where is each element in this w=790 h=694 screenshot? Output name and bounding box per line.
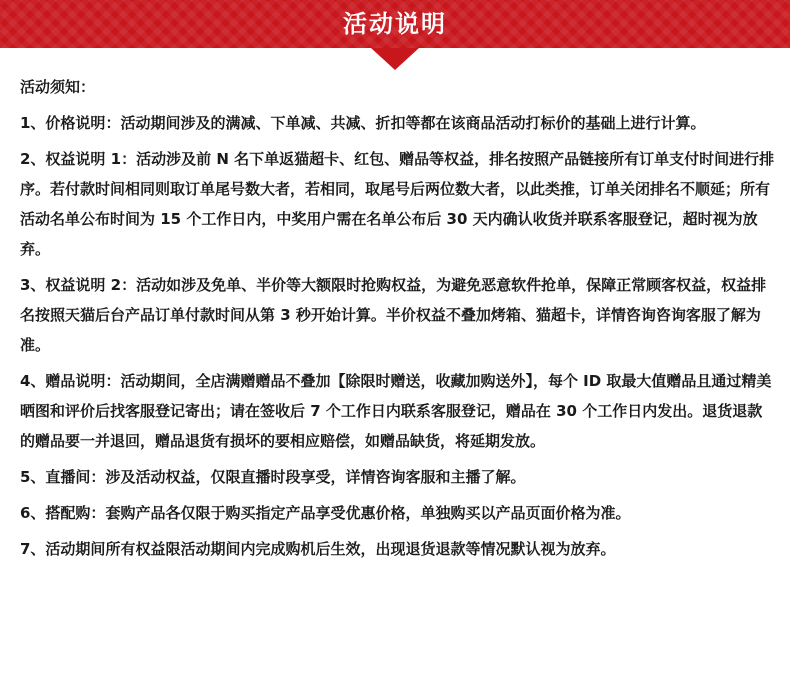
notice-item-rights-1: 2、权益说明 1：活动涉及前 N 名下单返猫超卡、红包、赠品等权益，排名按照产品链接所有订单支付时间进行排序。若付款时间相同则取订单尾号数大者，若相同，取尾号后两位数大者，以此类推，订单关闭排名不顺延；所有活动名单公布时间为 15 个工作日内，中奖用户需在名单公布后 30 天内确认收货并联系客服登记，超时视为放弃。 (20, 150, 775, 258)
notice-heading: 活动须知： (20, 78, 96, 96)
notice-item-price: 1、价格说明：活动期间涉及的满减、下单减、共减、折扣等都在该商品活动打标价的基础上进行计算。 (20, 114, 706, 132)
banner-notch (371, 48, 419, 70)
title-banner (0, 0, 790, 48)
banner-title: 活动说明 (343, 10, 447, 38)
notice-item-validity: 7、活动期间所有权益限活动期间内完成购机后生效，出现退货退款等情况默认视为放弃。 (20, 540, 616, 558)
notice-content (20, 74, 776, 570)
notice-item-rights-2: 3、权益说明 2：活动如涉及免单、半价等大额限时抢购权益，为避免恶意软件抢单，保障正常顾客权益，权益排名按照天猫后台产品订单付款时间从第 3 秒开始计算。半价权益不叠加烤箱、猫超卡，详情咨询咨询客服了解为准。 (20, 276, 767, 354)
notice-item-bundle: 6、搭配购：套购产品各仅限于购买指定产品享受优惠价格，单独购买以产品页面价格为准。 (20, 504, 631, 522)
notice-item-gifts: 4、赠品说明：活动期间，全店满赠赠品不叠加【除限时赠送，收藏加购送外】，每个 ID 取最大值赠品且通过精美晒图和评价后找客服登记寄出；请在签收后 7 个工作日内联系客服登记，赠品在 30 个工作日内发出。退货退款的赠品要一并退回，赠品退货有损坏的要相应赔偿，如赠品缺货，将延期发放。 (20, 372, 772, 450)
notice-item-livestream: 5、直播间：涉及活动权益，仅限直播时段享受，详情咨询客服和主播了解。 (20, 468, 526, 486)
